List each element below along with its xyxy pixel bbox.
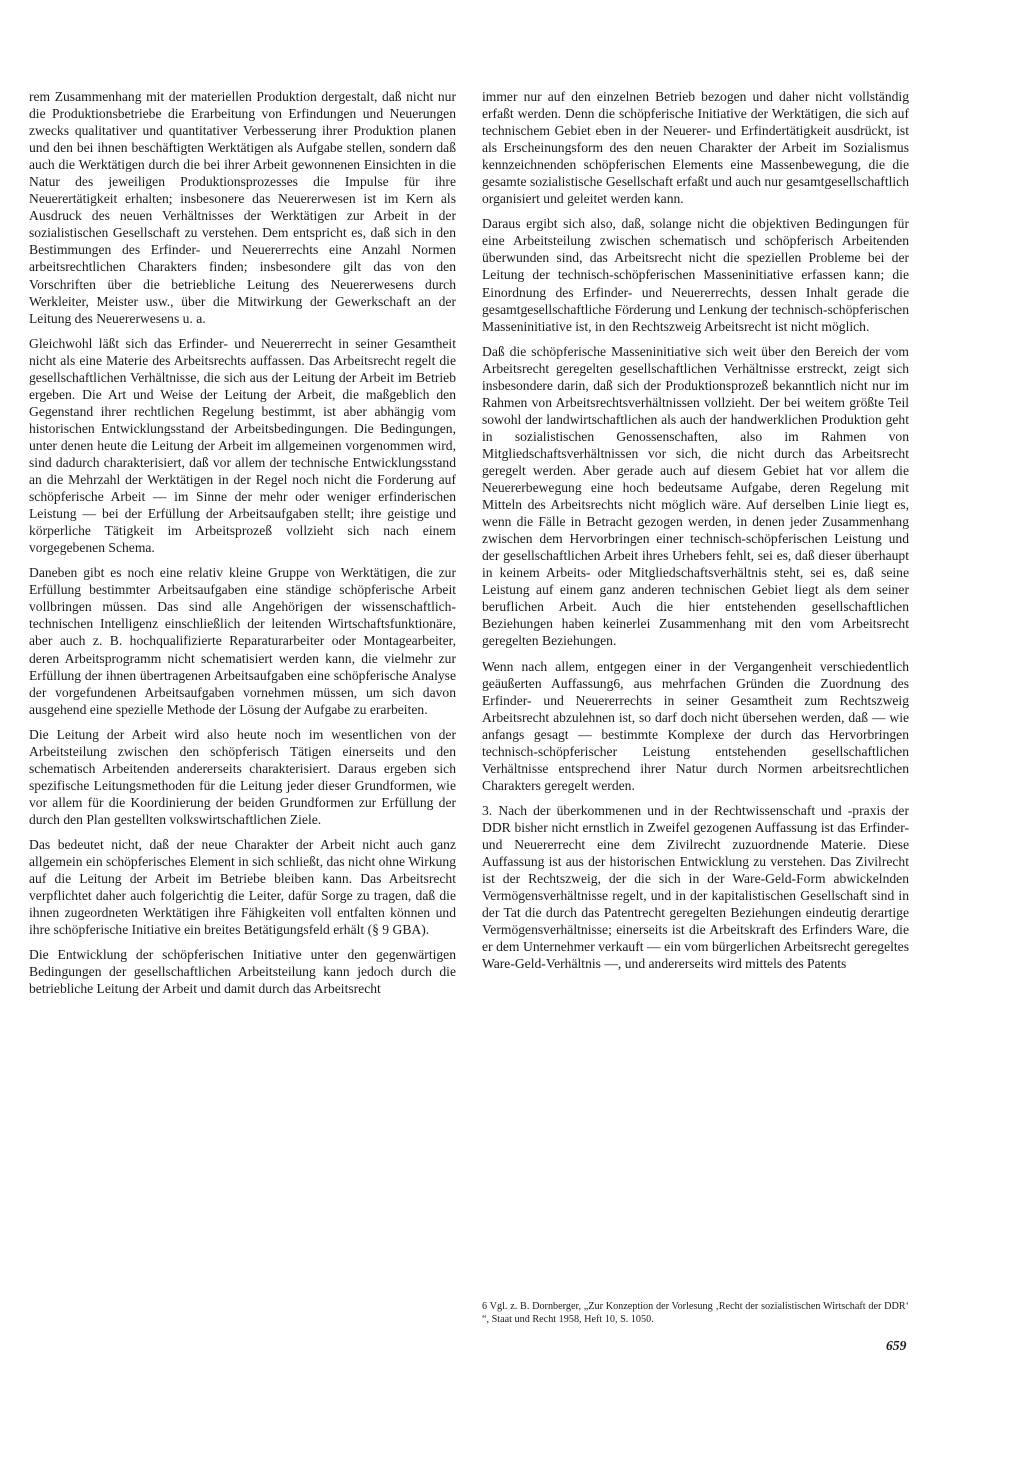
paragraph: Daneben gibt es noch eine relativ kleine Gruppe von Werktätigen, die zur Erfüllung bestimmter Arbeitsaufgaben eine ständige schöpferische Arbeit vollbringen müssen. Das sind alle Angehörigen der wissenschaftlich-technischen Intelligenz einschließlich der leitenden Wirtschaftsfunktionäre, aber auch z. B. hochqualifizierte Reparaturarbeiter oder Montagearbeiter, deren Arbeitsprogramm nicht schematisiert werden kann, die vielmehr zur Erfüllung der ihnen übertragenen Arbeitsaufgaben eine schöpferische Analyse der vorgefundenen Arbeitsaufgaben vornehmen müssen, um sich davon ausgehend eine spezielle Methode der Lösung der Aufgabe zu erarbeiten. xyxy=(29,565,456,717)
paragraph: Gleichwohl läßt sich das Erfinder- und Neuererrecht in seiner Gesamtheit nicht als eine Materie des Arbeitsrechts auffassen. Das Arbeitsrecht regelt die gesellschaftlichen Verhältnisse, die sich aus der Leitung der Arbeit im Betrieb ergeben. Die Art und Weise der Leitung der Arbeit, die maßgeblich den Gegenstand ihrer rechtlichen Regelung bestimmt, ist aber abhängig vom historischen Entwicklungsstand der Arbeitsbedingungen. Die Bedingungen, unter denen heute die Leitung der Arbeit im allgemeinen vorgenommen wird, sind dadurch charakterisiert, daß vor allem der technische Entwicklungsstand an die Mehrzahl der Werktätigen in der Regel noch nicht die Forderung auf schöpferische Arbeit — im Sinne der mehr oder weniger erfinderischen Leistung — bei der Erfüllung der Arbeitsaufgaben stellt; ihre geistige und körperliche Tätigkeit im Arbeitsprozeß vollzieht sich nach einem vorgegebenen Schema. xyxy=(29,335,456,556)
footnotes xyxy=(482,1300,909,1326)
paragraph: Wenn nach allem, entgegen einer in der Vergangenheit verschiedentlich geäußerten Auffassung6, aus mehrfachen Gründen die Zuordnung des Erfinder- und Neuererrechts in seiner Gesamtheit zum Rechtszweig Arbeitsrecht abzulehnen ist, so darf doch nicht übersehen werden, daß — wie anfangs gesagt — bestimmte Komplexe der durch das Hervorbringen technisch-schöpferischer Leistung entstehenden gesellschaftlichen Verhältnisse entsprechend ihrer Natur durch Normen arbeitsrechtlichen Charakters geregelt werden. xyxy=(482,658,909,793)
paragraph: rem Zusammenhang mit der materiellen Produktion dergestalt, daß nicht nur die Produktionsbetriebe die Erarbeitung von Erfindungen und Neuerungen zwecks qualitativer und quantitativer Verbesserung ihrer Produktion planen und den bei ihnen beschäftigten Werktätigen als Aufgabe stellen, sondern daß auch die Werktätigen durch die bei ihrer Arbeit gewonnenen Einsichten in die Natur des jeweiligen Produktionsprozesses die Impulse für ihre Neuerertätigkeit erhalten; insbesonere das Neuererwesen ist im Kern als Ausdruck des neuen Verhältnisses der Werktätigen zur Arbeit in der sozialistischen Gesellschaft zu verstehen. Dem entspricht es, daß sich in den Bestimmungen des Erfinder- und Neuererrechts eine Anzahl Normen arbeitsrechtlichen Charakters finden; insbesondere gilt das von den Vorschriften über die betriebliche Leitung des Neuererwesens durch Werkleiter, Meister usw., über die Mitwirkung der Gewerkschaft an der Leitung des Neuererwesens u. a. xyxy=(29,89,456,326)
paragraph: Daraus ergibt sich also, daß, solange nicht die objektiven Bedingungen für eine Arbeitsteilung zwischen schematisch und schöpferisch Arbeitenden überwunden sind, das Arbeitsrecht nicht die speziellen Probleme bei der Leitung der technisch-schöpferischen Masseninitiative erfassen kann; die Einordnung des Erfinder- und Neuererrechts, dessen Inhalt gerade die gesamtgesellschaftliche Förderung und Lenkung der technisch-schöpferischen Masseninitiative ist, in den Rechtszweig Arbeitsrecht ist nicht möglich. xyxy=(482,216,909,334)
paragraph: 3. Nach der überkommenen und in der Rechtwissenschaft und -praxis der DDR bisher nicht ernstlich in Zweifel gezogenen Auffassung ist das Erfinder- und Neuererrecht eine dem Zivilrecht zuzuordnende Materie. Diese Auffassung ist aus der historischen Entwicklung zu verstehen. Das Zivilrecht ist der Rechtszweig, der die sich in der Ware-Geld-Form abwickelnden Vermögensverhältnisse regelt, und in der kapitalistischen Gesellschaft sind in der Tat die durch das Patentrecht geregelten Beziehungen eindeutig derartige Vermögensverhältnisse; einerseits ist die Arbeitskraft des Erfinders Ware, die er dem Unternehmer verkauft — ein vom bürgerlichen Arbeitsrecht geregeltes Ware-Geld-Verhältnis —, und andererseits wird mittels des Patents xyxy=(482,802,909,972)
page-number: 659 xyxy=(886,1338,907,1353)
paragraph: Die Entwicklung der schöpferischen Initiative unter den gegenwärtigen Bedingungen der gesellschaftlichen Arbeitsteilung kann jedoch durch die betriebliche Leitung der Arbeit und damit durch das Arbeitsrecht xyxy=(29,947,456,997)
paragraph: Das bedeutet nicht, daß der neue Charakter der Arbeit nicht auch ganz allgemein ein schöpferisches Element in sich schließt, das nicht ohne Wirkung auf die Leitung der Arbeit im Betriebe bleiben kann. Das Arbeitsrecht verpflichtet daher auch folgerichtig die Leiter, dafür Sorge zu tragen, daß die ihnen zugeordneten Werktätigen ihre Fähigkeiten voll entfalten können und ihre schöpferische Initiative ein breites Betätigungsfeld erhält (§ 9 GBA). xyxy=(29,836,456,938)
paragraph: Die Leitung der Arbeit wird also heute noch im wesentlichen von der Arbeitsteilung zwischen den schöpferisch Tätigen einerseits und den schematisch Arbeitenden andererseits charakterisiert. Daraus ergeben sich spezifische Leitungsmethoden für die Leitung jeder dieser Grundformen, wie vor allem für die Koordinierung der beiden Grundformen zur Erfüllung der durch den Plan gestellten volkswirtschaftlichen Ziele. xyxy=(29,726,456,827)
left-column xyxy=(29,88,456,1005)
footnote: 6 Vgl. z. B. Dornberger, „Zur Konzeption der Vorlesung ‚Recht der sozialistischen Wirtschaft der DDR‘ “, Staat und Recht 1958, Heft 10, S. 1050. xyxy=(482,1301,909,1326)
paragraph: Daß die schöpferische Masseninitiative sich weit über den Bereich der vom Arbeitsrecht geregelten gesellschaftlichen Verhältnisse erstreckt, zeigt sich insbesondere darin, daß sich der Produktionsprozeß bekanntlich nicht nur im Rahmen von Arbeitsrechtsverhältnissen vollzieht. Der bei weitem größte Teil sowohl der landwirtschaftlichen als auch der handwerklichen Produktion geht in sozialistischen Genossenschaften, also im Rahmen von Mitgliedschaftsverhältnissen vor sich, die nicht durch das Arbeitsrecht geregelt werden. Aber gerade auch auf diesem Gebiet hat vor allem die Neuererbewegung eine hoch bedeutsame Aufgabe, deren Regelung mit Mitteln des Arbeitsrechts nicht möglich wäre. Auf derselben Linie liegt es, wenn die Fälle in Betracht gezogen werden, in denen jeder Zusammenhang zwischen dem Hervorbringen einer technisch-schöpferischen Leistung und der gesellschaftlichen Arbeit ihres Urhebers fehlt, sei es, daß dieser überhaupt in keinem Arbeits- oder Mitgliedschaftsverhältnis steht, sei es, daß seine Leistung auf einem ganz anderen technischen Gebiet liegt als dem seiner beruflichen Arbeit. Auch die hier entstehenden gesellschaftlichen Beziehungen haben keinerlei Zusammenhang mit den vom Arbeitsrecht geregelten Beziehungen. xyxy=(482,343,909,649)
paragraph: immer nur auf den einzelnen Betrieb bezogen und daher nicht vollständig erfaßt werden. Denn die schöpferische Initiative der Werktätigen, die sich auf technischem Gebiet eben in der Neuerer- und Erfindertätigkeit ausdrückt, ist als Erscheinungsform des den neuen Charakter der Arbeit im Sozialismus kennzeichnenden schöpferischen Elements eine Massenbewegung, die die gesamte sozialistische Gesellschaft erfaßt und auch nur gesamtgesellschaftlich organisiert und geleitet werden kann. xyxy=(482,89,909,207)
right-column xyxy=(482,88,909,980)
